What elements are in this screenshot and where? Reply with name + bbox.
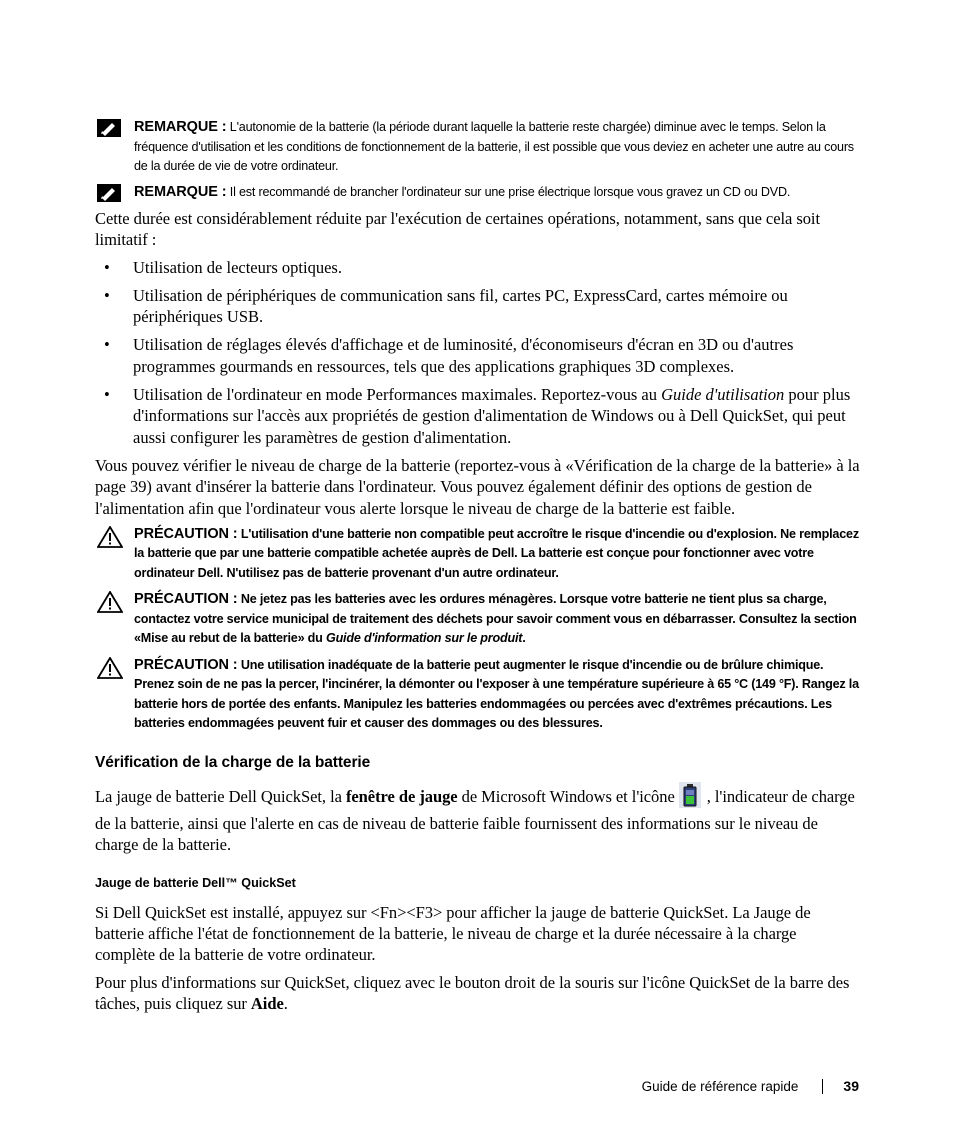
caution-1 <box>95 525 860 584</box>
caution-2: PRÉCAUTION : Ne jetez pas les batteries avec les ordures ménagères. Lorsque votre batterie ne tient plus sa charge, contactez votre service municipal de traitement des déchets pour savoir comment vous en débarrasser. Consultez la section «Mise au rebut de la batterie» du Guide d'information sur le produit. <box>95 590 860 649</box>
caution-text: L'utilisation d'une batterie non compatible peut accroître le risque d'incendie ou d'explosion. Ne remplacez la batterie que par une batterie compatible achetée auprès de Dell. La batterie est conçue pour fonctionner avec votre ordinateur Dell. N'utilisez pas de batterie provenant d'un autre ordinateur. <box>134 526 859 580</box>
note-2 <box>95 183 860 203</box>
product-guide-reference: Guide d'information sur le produit <box>325 631 523 646</box>
more-info-paragraph: Pour plus d'informations sur QuickSet, cliquez avec le bouton droit de la souris sur l'icône QuickSet de la barre des tâches, puis cliquez sur Aide. <box>95 972 850 1013</box>
page-number: 39 <box>843 1078 859 1094</box>
warning-triangle-icon <box>97 591 123 620</box>
battery-meter-icon <box>679 782 701 813</box>
bullet-icon: • <box>104 285 110 305</box>
list-item: • Utilisation de réglages élevés d'affichage et de luminosité, d'économiseurs d'écran en 3D ou d'autres programmes gourmands en ressources, tels que des applications graphiques 3D complexes. <box>104 335 794 376</box>
footer-divider <box>822 1079 823 1094</box>
note-text: L'autonomie de la batterie (la période durant laquelle la batterie reste chargée) diminue avec le temps. Selon la fréquence d'utilisation et les conditions de fonctionnement de la batterie, il est possible que vous deviez en acheter une autre au cours de la durée de vie de votre ordinateur. <box>134 120 854 173</box>
note-label: REMARQUE : <box>134 119 227 135</box>
caution-label: PRÉCAUTION : <box>134 525 238 542</box>
caution-text: Une utilisation inadéquate de la batterie peut augmenter le risque d'incendie ou de brûlure chimique. Prenez soin de ne pas la percer, l'incinérer, la démonter ou l'exposer à une température supérieure à 65 °C (149 °F). Rangez la batterie hors de portée des enfants. Manipulez les batteries endommagées ou percées avec d'extrêmes précautions. Les batteries endommagées peuvent fuir et causer des dommages ou des blessures. <box>134 657 859 731</box>
page-content <box>95 118 860 1020</box>
note-text: Il est recommandé de brancher l'ordinateur sur une prise électrique lorsque vous gravez un CD ou DVD. <box>229 184 791 199</box>
caution-3 <box>95 656 860 734</box>
note-pencil-icon <box>97 184 121 209</box>
warning-triangle-icon <box>97 657 123 686</box>
caution-label: PRÉCAUTION : <box>134 656 238 673</box>
list-item: • Utilisation de périphériques de communication sans fil, cartes PC, ExpressCard, cartes mémoire ou périphériques USB. <box>104 285 788 327</box>
list-item: • Utilisation de l'ordinateur en mode Performances maximales. Reportez-vous au Guide d'utilisation pour plus d'informations sur l'accès aux propriétés de gestion d'alimentation de Windows ou à Dell QuickSet, qui peut aussi configurer les paramètres de gestion d'alimentation. <box>104 385 851 447</box>
bullet-list <box>95 257 860 448</box>
check-paragraph: Vous pouvez vérifier le niveau de charge de la batterie (reportez-vous à «Vérification de la charge de la batterie» à la page 39) avant d'insérer la batterie dans l'ordinateur. Vous pouvez également définir des options de gestion de l'alimentation afin que l'ordinateur vous alerte lorsque le niveau de charge de la batterie est faible. <box>95 455 860 518</box>
footer-title: Guide de référence rapide <box>641 1078 799 1094</box>
note-pencil-icon <box>97 119 121 144</box>
page-footer <box>642 1078 859 1094</box>
section-title: Vérification de la charge de la batterie <box>95 753 371 771</box>
help-term: Aide <box>250 993 284 1013</box>
bullet-icon: • <box>104 335 110 355</box>
bullet-icon: • <box>104 385 110 405</box>
gauge-window-term: fenêtre de jauge <box>345 786 458 806</box>
caution-label: PRÉCAUTION : <box>134 591 238 608</box>
caution-text: Ne jetez pas les batteries avec les ordures ménagères. Lorsque votre batterie ne tient plus sa charge, contactez votre service municipal de traitement des déchets pour savoir comment vous en débarrasser. Consultez la section «Mise au rebut de la batterie» du <box>134 592 857 646</box>
bullet-icon: • <box>104 257 110 277</box>
quickset-paragraph: Si Dell QuickSet est installé, appuyez sur <Fn><F3> pour afficher la jauge de batterie QuickSet. La Jauge de batterie affiche l'état de fonctionnement de la batterie, le niveau de charge et la durée nécessaire à la charge complète de la batterie de votre ordinateur. <box>95 902 811 965</box>
intro-paragraph: Cette durée est considérablement réduite par l'exécution de certaines opérations, notamment, sans que cela soit limitatif : <box>95 209 820 250</box>
guide-reference: Guide d'utilisation <box>661 385 785 405</box>
subsection-title: Jauge de batterie Dell™ QuickSet <box>95 875 296 890</box>
note-label: REMARQUE : <box>134 183 227 200</box>
list-item: • Utilisation de lecteurs optiques. <box>104 257 342 277</box>
gauge-paragraph: La jauge de batterie Dell QuickSet, la fenêtre de jauge de Microsoft Windows et l'icône , l'indicateur de charge de la batterie, ainsi que l'alerte en cas de niveau de batterie faible fournissent des informations sur le niveau de charge de la batterie. <box>95 782 860 856</box>
warning-triangle-icon <box>97 526 123 555</box>
note-1 <box>95 118 860 177</box>
